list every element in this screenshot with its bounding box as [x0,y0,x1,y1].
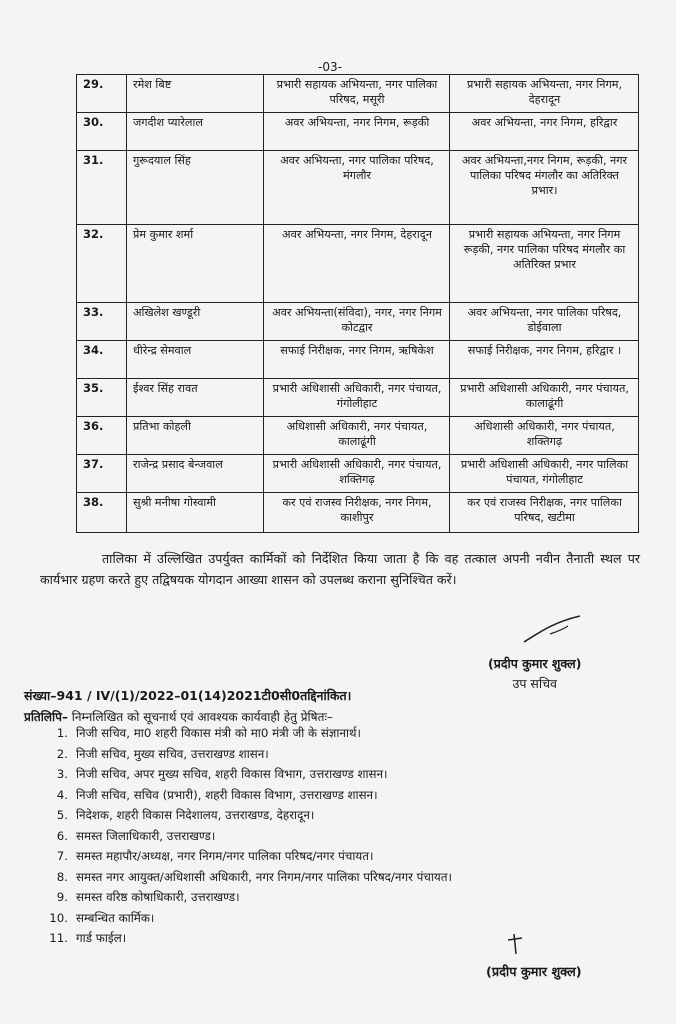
current-post: कर एवं राजस्व निरीक्षक, नगर निगम, काशीपुर [264,493,450,533]
item-number: 11. [49,931,68,945]
list-item [40,867,640,888]
employee-name: सुश्री मनीषा गोस्वामी [127,493,264,533]
table-row [77,303,639,341]
serial-number: 38. [77,493,127,533]
item-number: 7. [56,849,68,863]
item-number: 6. [56,828,68,843]
serial-number: 32. [77,225,127,303]
item-text: निजी सचिव, मा0 शहरी विकास मंत्री को मा0 मंत्री जी के संज्ञानार्थ। [76,726,362,740]
current-post: प्रभारी सहायक अभियन्ता, नगर पालिका परिषद, मसूरी [264,75,450,113]
item-text: निजी सचिव, सचिव (प्रभारी), शहरी विकास विभाग, उत्तराखण्ड शासन। [76,787,378,802]
table-row [77,455,639,493]
list-item [40,826,640,847]
signature-scribble [520,612,590,648]
item-text: समस्त वरिष्ठ कोषाधिकारी, उत्तराखण्ड। [76,890,240,904]
new-post: सफाई निरीक्षक, नगर निगम, हरिद्वार । [450,341,639,379]
item-text: समस्त नगर आयुक्त/अधिशासी अधिकारी, नगर निगम/नगर पालिका परिषद/नगर पंचायत। [76,869,452,884]
item-number: 9. [56,890,68,904]
table-row [77,417,639,455]
table-row [77,113,639,151]
serial-number: 34. [77,341,127,379]
item-text: सम्बन्धित कार्मिक। [76,910,155,925]
list-item [40,908,640,929]
current-post: अवर अभियन्ता, नगर निगम, रूड़की [264,113,450,151]
current-post: प्रभारी अधिशासी अधिकारी, नगर पंचायत, गंगोलीहाट [264,379,450,417]
new-post: कर एवं राजस्व निरीक्षक, नगर पालिका परिषद, खटीमा [450,493,639,533]
item-number: 3. [56,767,68,781]
item-number: 2. [56,746,68,761]
employee-name: धीरेन्द्र सेमवाल [127,341,264,379]
list-item [40,805,640,826]
table-row [77,151,639,225]
current-post: प्रभारी अधिशासी अधिकारी, नगर पंचायत, शक्तिगढ़ [264,455,450,493]
signatory-designation: उप सचिव [512,676,557,691]
item-text: निजी सचिव, अपर मुख्य सचिव, शहरी विकास विभाग, उत्तराखण्ड शासन। [76,767,388,781]
item-text: गार्ड फाईल। [76,931,127,945]
list-item [40,928,640,949]
serial-number: 33. [77,303,127,341]
new-post: प्रभारी अधिशासी अधिकारी, नगर पालिका पंचायत, गंगोलीहाट [450,455,639,493]
new-post: अवर अभियन्ता,नगर निगम, रूड़की, नगर पालिका परिषद मंगलौर का अतिरिक्त प्रभार। [450,151,639,225]
employee-name: प्रेम कुमार शर्मा [127,225,264,303]
employee-name: जगदीश प्यारेलाल [127,113,264,151]
table-row [77,75,639,113]
current-post: अवर अभियन्ता, नगर पालिका परिषद, मंगलौर [264,151,450,225]
table-row [77,379,639,417]
serial-number: 35. [77,379,127,417]
reference-number: संख्या–941 / IV/(1)/2022–01(14)2021टी0सी0तद्दिनांकित। [24,688,352,703]
current-post: अवर अभियन्ता, नगर निगम, देहरादून [264,225,450,303]
item-number: 5. [56,808,68,822]
new-post: अवर अभियन्ता, नगर निगम, हरिद्वार [450,113,639,151]
item-text: समस्त महापौर/अध्यक्ष, नगर निगम/नगर पालिका परिषद/नगर पंचायत। [76,849,374,863]
copy-intro: निम्नलिखित को सूचनार्थ एवं आवश्यक कार्यवाही हेतु प्रेषितः– [71,710,333,724]
item-number: 8. [56,869,68,884]
signature-block [488,654,581,694]
serial-number: 29. [77,75,127,113]
serial-number: 36. [77,417,127,455]
new-post: प्रभारी सहायक अभियन्ता, नगर निगम रूड़की, नगर पालिका परिषद मंगलौर का अतिरिक्त प्रभार [450,225,639,303]
list-item [40,744,640,765]
initials-scribble [500,930,540,960]
page-number: -03- [318,60,342,74]
table-row [77,341,639,379]
current-post: सफाई निरीक्षक, नगर निगम, ऋषिकेश [264,341,450,379]
new-post: प्रभारी सहायक अभियन्ता, नगर निगम, देहरादून [450,75,639,113]
current-post: अधिशासी अधिकारी, नगर पंचायत, कालाढूंगी [264,417,450,455]
instruction-paragraph: तालिका में उल्लिखित उपर्युक्त कार्मिकों को निर्देशित किया जाता है कि वह तत्काल अपनी नवीन तैनाती स्थल पर कार्यभार ग्रहण करते हुए तद्विषयक योगदान आख्या शासन को उपलब्ध कराना सुनिश्चित करें। [40,551,640,587]
employee-name: रमेश बिष्ट [127,75,264,113]
employee-name: प्रतिभा कोहली [127,417,264,455]
item-text: निदेशक, शहरी विकास निदेशालय, उत्तराखण्ड, देहरादून। [76,808,315,822]
new-post: अवर अभियन्ता, नगर पालिका परिषद, डोईवाला [450,303,639,341]
employee-name: राजेन्द्र प्रसाद बेन्जवाल [127,455,264,493]
list-item [40,846,640,867]
copy-label: प्रतिलिपि– [24,710,68,724]
signatory-name: (प्रदीप कुमार शुक्ल) [488,656,582,671]
table-row [77,225,639,303]
item-number: 1. [56,726,68,740]
list-item [40,764,640,785]
distribution-list [40,723,640,949]
serial-number: 31. [77,151,127,225]
employee-name: ईश्वर सिंह रावत [127,379,264,417]
employee-name: अखिलेश खण्डूरी [127,303,264,341]
list-item [40,785,640,806]
employee-name: गुरूदयाल सिंह [127,151,264,225]
transfer-table [76,74,639,533]
item-text: निजी सचिव, मुख्य सचिव, उत्तराखण्ड शासन। [76,746,269,761]
new-post: प्रभारी अधिशासी अधिकारी, नगर पंचायत, कालाढूंगी [450,379,639,417]
serial-number: 30. [77,113,127,151]
item-number: 4. [56,787,68,802]
list-item [40,723,640,744]
list-item [40,887,640,908]
serial-number: 37. [77,455,127,493]
signatory-name-2: (प्रदीप कुमार शुक्ल) [486,965,582,980]
item-text: समस्त जिलाधिकारी, उत्तराखण्ड। [76,828,216,843]
table-row [77,493,639,533]
new-post: अधिशासी अधिकारी, नगर पंचायत, शक्तिगढ़ [450,417,639,455]
item-number: 10. [49,910,68,925]
current-post: अवर अभियन्ता(संविदा), नगर, नगर निगम कोटद्वार [264,303,450,341]
